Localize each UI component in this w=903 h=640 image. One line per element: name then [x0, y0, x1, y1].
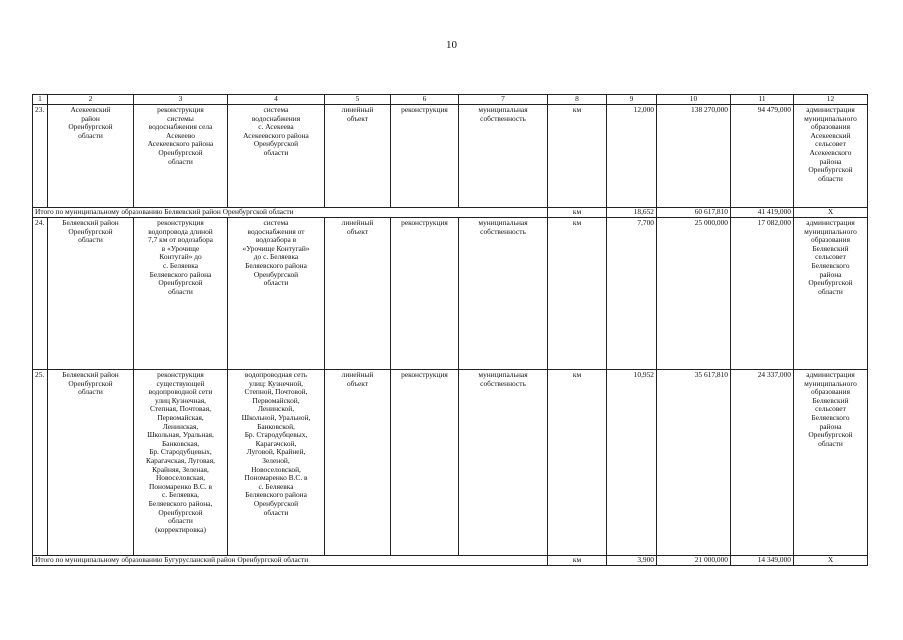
customer-cell: администрация муниципального образования Беляевский сельсовет Беляевского района Оренбургской области [794, 370, 868, 556]
customer-cell: администрация муниципального образования Асекеевский сельсовет Асекеевского района Оренбургской области [794, 105, 868, 208]
ownership-cell: муниципальная собственность [459, 105, 548, 208]
investment-objects-table [32, 94, 868, 566]
unit-cell: км [548, 105, 607, 208]
ownership-cell: муниципальная собственность [459, 370, 548, 556]
column-header: 10 [657, 95, 731, 105]
district-cell: Асекеевский район Оренбургской области [48, 105, 134, 208]
table-row [33, 218, 868, 370]
activity-cell: реконструкция водопровода длиной 7,7 км от водозабора в «Урочище Контугай» до с. Беляевка Беляевского района Оренбургской области [134, 218, 228, 370]
object-type-cell: линейный объект [325, 218, 391, 370]
column-header: 7 [459, 95, 548, 105]
total-mark: Х [794, 556, 868, 566]
object-cell: водопроводная сеть улиц: Кузнечной, Степной, Почтовой, Первомайской, Ленинской, Школьной, Уральной, Банковской, Бр. Стародубцевых, Карагачской, Луговой, Крайней, Зеленой, Новоселовской, Пономаренко В.С. в с. Беляевка Беляевского района Оренбургской области [228, 370, 325, 556]
column-header-row [33, 95, 868, 105]
object-cell: система водоснабжения от водозабора в «Урочище Контугай» до с. Беляевка Беляевского района Оренбургской области [228, 218, 325, 370]
column-header: 3 [134, 95, 228, 105]
total-budget: 41 419,000 [731, 208, 794, 218]
total-budget: 14 349,000 [731, 556, 794, 566]
budget-cell: 94 479,000 [731, 105, 794, 208]
column-header: 9 [607, 95, 657, 105]
budget-cell: 17 082,000 [731, 218, 794, 370]
total-label: Итого по муниципальному образованию Бугурусланский район Оренбургской области [33, 556, 548, 566]
total-mark: Х [794, 208, 868, 218]
object-type-cell: линейный объект [325, 105, 391, 208]
quantity-cell: 7,700 [607, 218, 657, 370]
table-row [33, 370, 868, 556]
cost-cell: 35 617,810 [657, 370, 731, 556]
object-cell: система водоснабжения с. Асекеева Асекеевского района Оренбургской области [228, 105, 325, 208]
activity-cell: реконструкция системы водоснабжения села Асекеево Асекеевского района Оренбургской области [134, 105, 228, 208]
page-number: 10 [446, 39, 457, 51]
quantity-cell: 10,952 [607, 370, 657, 556]
unit-cell: км [548, 218, 607, 370]
activity-cell: реконструкция существующей водопроводной сети улиц Кузнечная, Степная, Почтовая, Первомайская, Ленинская, Школьная, Уральная, Банковская, Бр. Стародубцевых, Карагачская, Луговая, Крайняя, Зеленая, Новоселовская, Пономаренко В.С. в с. Беляевка, Беляевского района, Оренбургской области (корректировка) [134, 370, 228, 556]
row-number: 25. [33, 370, 48, 556]
budget-cell: 24 337,000 [731, 370, 794, 556]
district-cell: Беляевский район Оренбургской области [48, 218, 134, 370]
total-unit: км [548, 556, 607, 566]
object-type-cell: линейный объект [325, 370, 391, 556]
total-unit: км [548, 208, 607, 218]
quantity-cell: 12,000 [607, 105, 657, 208]
column-header: 5 [325, 95, 391, 105]
row-number: 23. [33, 105, 48, 208]
column-header: 1 [33, 95, 48, 105]
total-cost: 60 617,810 [657, 208, 731, 218]
column-header: 12 [794, 95, 868, 105]
total-quantity: 3,900 [607, 556, 657, 566]
column-header: 2 [48, 95, 134, 105]
total-cost: 21 000,000 [657, 556, 731, 566]
district-cell: Беляевский район Оренбургской области [48, 370, 134, 556]
column-header: 4 [228, 95, 325, 105]
table-row [33, 105, 868, 208]
work-type-cell: реконструкция [391, 370, 459, 556]
work-type-cell: реконструкция [391, 218, 459, 370]
work-type-cell: реконструкция [391, 105, 459, 208]
ownership-cell: муниципальная собственность [459, 218, 548, 370]
cost-cell: 138 270,000 [657, 105, 731, 208]
total-row [33, 556, 868, 566]
customer-cell: администрация муниципального образования Беляевский сельсовет Беляевского района Оренбургской области [794, 218, 868, 370]
column-header: 8 [548, 95, 607, 105]
column-header: 6 [391, 95, 459, 105]
column-header: 11 [731, 95, 794, 105]
total-label: Итого по муниципальному образованию Беляевский район Оренбургской области [33, 208, 548, 218]
unit-cell: км [548, 370, 607, 556]
total-row [33, 208, 868, 218]
row-number: 24. [33, 218, 48, 370]
total-quantity: 18,652 [607, 208, 657, 218]
cost-cell: 25 000,000 [657, 218, 731, 370]
